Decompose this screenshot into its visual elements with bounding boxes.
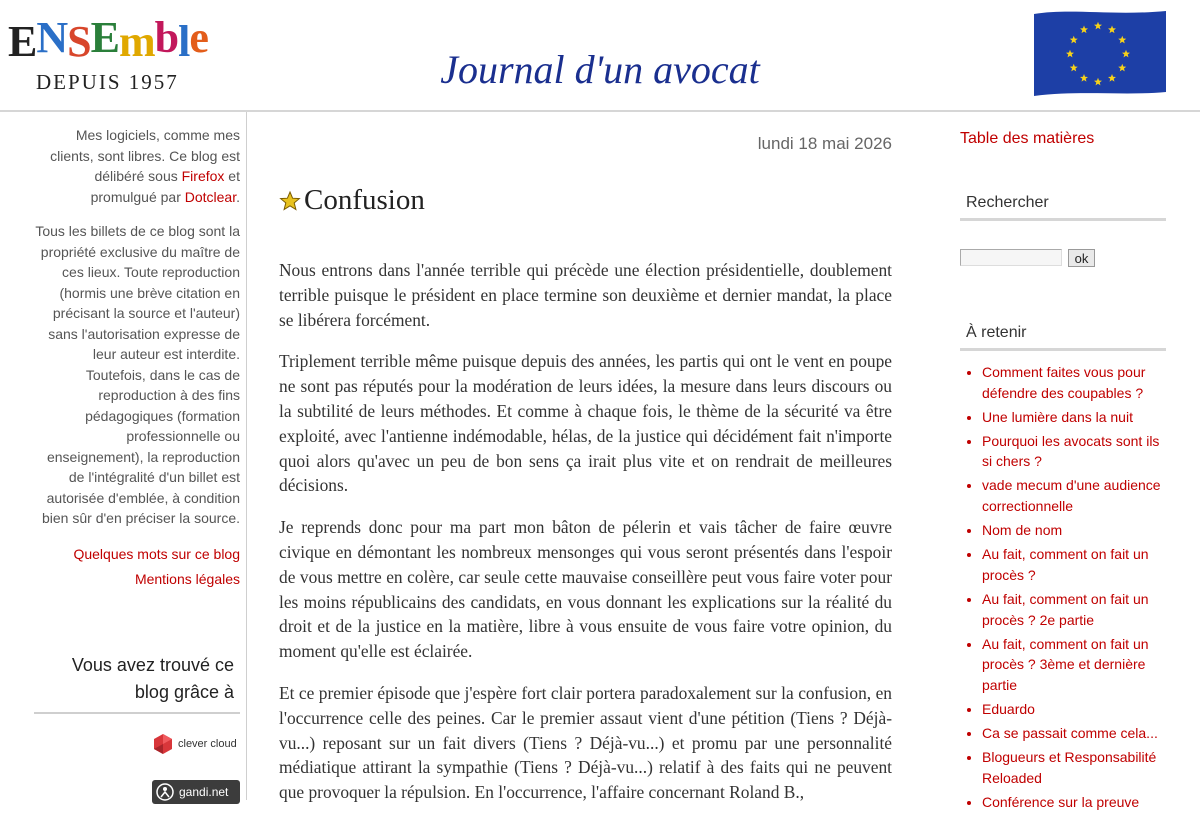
- license-notice: Mes logiciels, comme mes clients, sont libres. Ce blog est délibéré sous Firefox et promulgué par Dotclear.: [50, 127, 240, 205]
- post-paragraph: Triplement terrible même puisque depuis des années, les partis qui ont le vent en poupe ne sont pas réputés pour la modération de leurs idées, la mesure dans leurs discours ou la subtilité de leurs méthodes. Et comme à chaque fois, le thème de la sécurité va être exploité, avec l'antienne indémodable, hélas, de la justice qui décidément fait n'importe quoi alors qu'avec un peu de bon sens ça irait plus vite et on rendrait de meilleures décisions.: [279, 351, 892, 496]
- list-item: [982, 407, 1166, 428]
- table-of-contents-link[interactable]: Table des matières: [960, 130, 1095, 147]
- search-button[interactable]: ok: [1068, 249, 1095, 267]
- list-item: [982, 747, 1166, 788]
- post-paragraph: Je reprends donc pour ma part mon bâton de pélerin et vais tâcher de faire œuvre civique en démontant les nombreux mensonges qui vous seront présentés dans l'espoir de vous mettre en colère, car seule cette mauvaise conseillère peut vous faire voter pour les moins républicains des candidats, en vous donnant les explications sur la réalité du droit et de la justice en la matière, libre à vous ensuite de vous faire votre opinion, du moment qu'elle est éclairée.: [279, 517, 892, 662]
- list-item: [982, 723, 1166, 744]
- firefox-link[interactable]: Firefox: [181, 168, 225, 184]
- list-item: [982, 544, 1166, 585]
- search-widget-title: Rechercher: [960, 194, 1166, 221]
- retenir-link[interactable]: Blogueurs et Responsabilité Reloaded: [982, 748, 1157, 786]
- retenir-link[interactable]: Ca se passait comme cela...: [982, 724, 1158, 741]
- post-title[interactable]: Confusion: [304, 184, 425, 216]
- list-item: [982, 520, 1166, 541]
- post-date: lundi 18 mai 2026: [757, 134, 892, 153]
- post-paragraph: Nous entrons dans l'année terrible qui précède une élection présidentielle, doublement terrible puisque le président en place termine son deuxième et dernier mandat, la place se libérera forcément.: [279, 260, 892, 330]
- retenir-link[interactable]: Pourquoi les avocats sont ils si chers ?: [982, 432, 1160, 470]
- retenir-link[interactable]: Au fait, comment on fait un procès ?: [982, 546, 1149, 583]
- list-item: [982, 475, 1166, 516]
- star-icon: [279, 190, 301, 212]
- retenir-link[interactable]: Au fait, comment on fait un procès ? 2e partie: [982, 590, 1149, 628]
- retenir-link[interactable]: Au fait, comment on fait un procès ? 3ème et dernière partie: [982, 635, 1149, 693]
- dotclear-link[interactable]: Dotclear: [184, 188, 237, 205]
- retenir-link[interactable]: Eduardo: [982, 700, 1035, 717]
- list-item: [982, 589, 1166, 630]
- list-item: [982, 792, 1166, 813]
- site-title[interactable]: Journal d'un avocat: [440, 47, 760, 92]
- list-item: [982, 699, 1166, 720]
- about-blog-link[interactable]: Quelques mots sur ce blog: [73, 546, 240, 562]
- search-input[interactable]: [960, 249, 1062, 266]
- legal-notice-link[interactable]: Mentions légales: [134, 570, 240, 587]
- sponsors-heading: Vous avez trouvé ce blog grâce à: [71, 655, 234, 702]
- retenir-link[interactable]: Comment faites vous pour défendre des coupables ?: [982, 364, 1146, 401]
- retenir-link[interactable]: Nom de nom: [982, 522, 1063, 539]
- clever-cloud-logo[interactable]: clever cloud: [152, 732, 237, 756]
- post-header: [279, 184, 425, 217]
- copyright-notice: Tous les billets de ce blog sont la propriété exclusive du maître de ces lieux. Toute reproduction (hormis une brève citation en précisant la source et l'auteur) sans l'autorisation expresse de leur auteur est interdite. Toutefois, dans le cas de reproduction à des fins pédagogiques (formation professionnelle ou enseignement), la reproduction de l'intégralité d'un billet est autorisée d'emblée, à condition bien sûr d'en préciser la source.: [35, 223, 240, 526]
- post-paragraph: Et ce premier épisode que j'espère fort clair portera paradoxalement sur la confusion, en l'occurrence celle des peines. Car le premier assaut vient d'une pétition (Tiens ? Déjà-vu...) reposant sur un fait divers (Tiens ? Déjà-vu...) et promu par une personnalité médiatique attirant la sympathie (Tiens ? Déjà-vu...) relatif à des faits qui ne peuvent que provoquer la répulsion. En l'occurrence, l'affaire concernant Roland B.,: [279, 682, 892, 803]
- logo-wordmark: ENSEmble: [8, 13, 208, 66]
- retenir-widget-title: À retenir: [960, 324, 1166, 351]
- retenir-link[interactable]: Une lumière dans la nuit: [982, 408, 1133, 425]
- list-item: [982, 431, 1166, 472]
- left-sidebar: [0, 112, 247, 800]
- retenir-link[interactable]: Conférence sur la preuve: [982, 793, 1140, 810]
- gandi-icon: [156, 783, 174, 801]
- sponsors-divider: [34, 712, 240, 714]
- eu-flag-icon: [1032, 10, 1168, 96]
- clever-cloud-icon: [152, 733, 174, 755]
- retenir-link[interactable]: vade mecum d'une audience correctionnelle: [982, 477, 1161, 515]
- list-item: [982, 362, 1166, 403]
- gandi-logo[interactable]: gandi.net: [152, 780, 240, 804]
- logo-since: DEPUIS 1957: [36, 70, 179, 94]
- about-links: [35, 544, 240, 589]
- post-body: [279, 258, 892, 822]
- retenir-list: [960, 362, 1166, 816]
- list-item: [982, 634, 1166, 696]
- main-content: [279, 112, 892, 803]
- site-header: [0, 0, 1200, 112]
